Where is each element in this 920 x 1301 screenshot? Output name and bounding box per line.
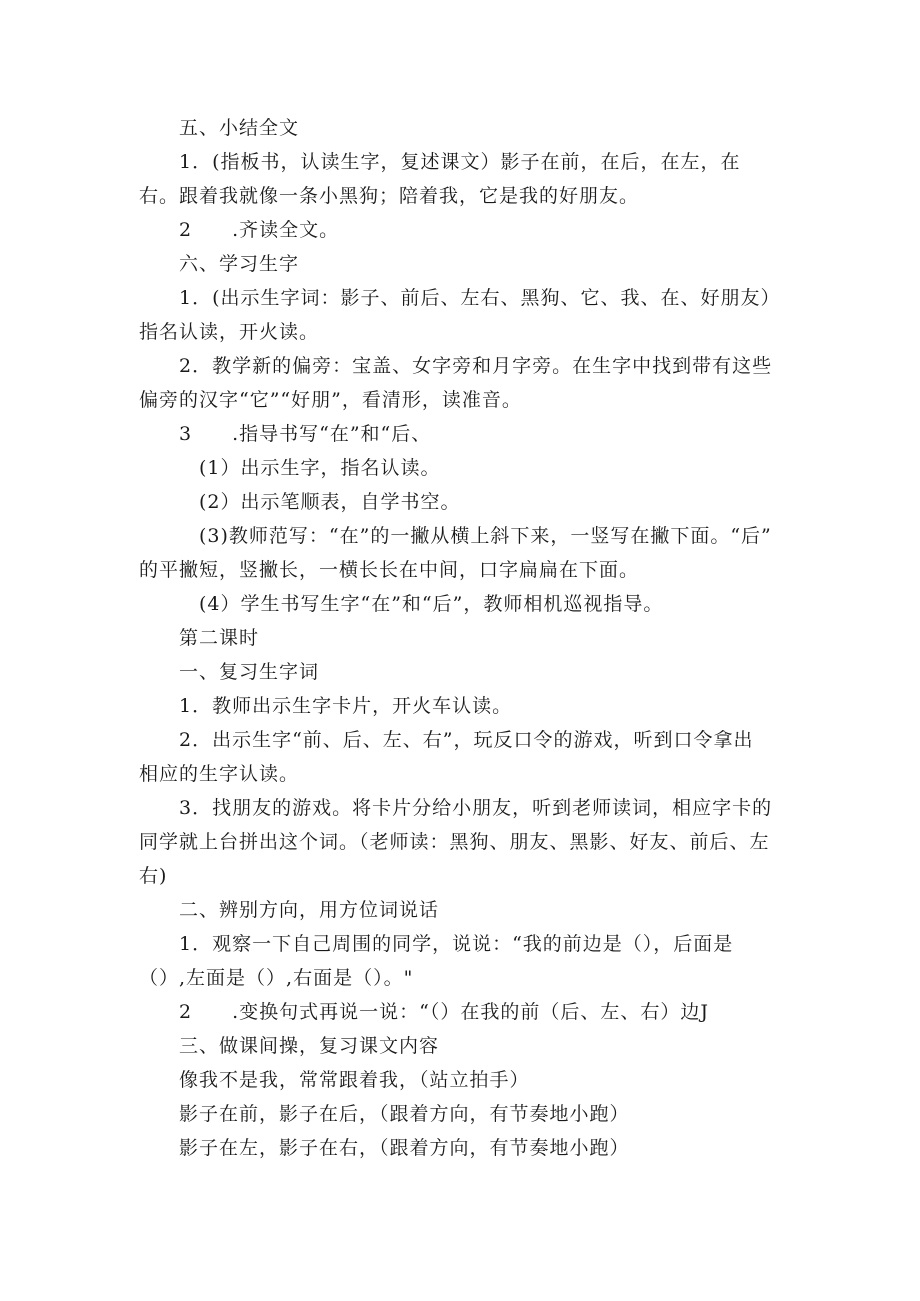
section-heading: 五、小结全文 — [179, 117, 300, 139]
paragraph-line: 1．(指板书，认读生字，复述课文）影子在前，在后，在左，在 — [179, 151, 741, 173]
paragraph-line: 右。跟着我就像一条小黑狗；陪着我，它是我的好朋友。 — [139, 185, 640, 207]
paragraph-line: 2 .齐读全文。 — [179, 219, 340, 241]
paragraph-line: 同学就上台拼出这个词。（老师读：黑狗、朋友、黑影、好友、前后、左 — [139, 831, 770, 853]
section-heading: 一、复习生字词 — [179, 661, 320, 683]
paragraph-line: 3 .指导书写“在”和“后、 — [179, 423, 432, 445]
paragraph-line: 2．出示生字“前、后、左、右”，玩反口令的游戏，听到口令拿出 — [179, 729, 754, 751]
paragraph-line: 1．教师出示生字卡片，开火车认读。 — [179, 695, 513, 717]
paragraph-line: 3．找朋友的游戏。将卡片分给小朋友，听到老师读词，相应字卡的 — [179, 797, 773, 819]
paragraph-line: 1．(出示生字词：影子、前后、左右、黑狗、它、我、在、好朋友） — [179, 287, 781, 309]
paragraph-line: 2．教学新的偏旁：宝盖、女字旁和月字旁。在生字中找到带有这些 — [179, 355, 773, 377]
lesson-heading: 第二课时 — [179, 627, 260, 649]
paragraph-line: 指名认读，开火读。 — [139, 321, 320, 343]
paragraph-line: 右) — [139, 865, 168, 887]
section-heading: 三、做课间操，复习课文内容 — [179, 1035, 440, 1057]
paragraph-line: 影子在左，影子在右，（跟着方向，有节奏地小跑） — [179, 1137, 630, 1159]
paragraph-line: (1）出示生字，指名认读。 — [199, 457, 441, 479]
paragraph-line: 1．观察一下自己周围的同学，说说：“我的前边是（），后面是 — [179, 933, 734, 955]
paragraph-line: 像我不是我，常常跟着我，（站立拍手） — [179, 1069, 530, 1091]
paragraph-line: (3)教师范写：“在”的一撇从横上斜下来，一竖写在撇下面。“后” — [199, 525, 772, 547]
section-heading: 二、辨别方向，用方位词说话 — [179, 899, 440, 921]
paragraph-line: 的平撇短，竖撇长，一横长长在中间，口字扁扁在下面。 — [139, 559, 640, 581]
paragraph-line: 2 .变换句式再说一说：“（）在我的前（后、左、右）边J — [179, 1001, 709, 1023]
paragraph-line: (4）学生书写生字“在”和“后”，教师相机巡视指导。 — [199, 593, 664, 615]
paragraph-line: （）,左面是（）,右面是（）。" — [139, 967, 414, 989]
paragraph-line: 影子在前，影子在后，（跟着方向，有节奏地小跑） — [179, 1103, 630, 1125]
paragraph-line: (2）出示笔顺表，自学书空。 — [199, 491, 461, 513]
paragraph-line: 相应的生字认读。 — [139, 763, 300, 785]
section-heading: 六、学习生字 — [179, 253, 300, 275]
paragraph-line: 偏旁的汉字“它”“好朋”，看清形，读准音。 — [139, 389, 522, 411]
